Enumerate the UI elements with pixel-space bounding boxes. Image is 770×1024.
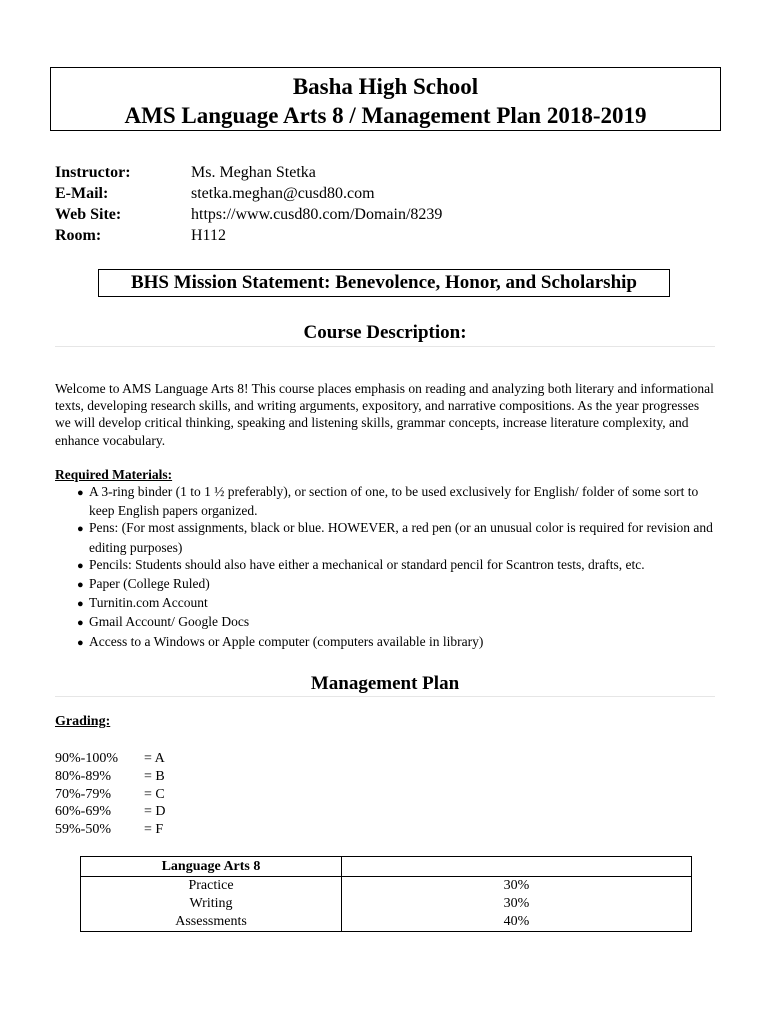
table-cell-category: Writing bbox=[81, 895, 342, 913]
website-value: https://www.cusd80.com/Domain/8239 bbox=[191, 206, 443, 223]
info-label: Web Site: bbox=[55, 206, 122, 223]
grade-range: 90%-100% bbox=[55, 751, 118, 766]
instructor-info bbox=[55, 162, 442, 246]
list-item bbox=[55, 613, 720, 632]
required-materials-list bbox=[55, 483, 720, 652]
info-label: E-Mail: bbox=[55, 185, 109, 202]
required-materials-heading: Required Materials: bbox=[55, 467, 173, 482]
table-cell-weight: 40% bbox=[342, 913, 692, 932]
info-label: Instructor: bbox=[55, 164, 131, 181]
grade-letter: = A bbox=[144, 751, 165, 766]
grade-range: 59%-50% bbox=[55, 822, 111, 838]
table-row bbox=[81, 877, 692, 896]
grade-letter: = C bbox=[144, 786, 165, 802]
bullet-icon: ● bbox=[77, 636, 84, 649]
table-header-cell bbox=[342, 857, 692, 877]
grade-letter: = D bbox=[144, 804, 166, 820]
table-cell-category: Assessments bbox=[81, 913, 342, 932]
grade-row bbox=[55, 786, 166, 804]
grade-weights-table bbox=[80, 856, 692, 932]
list-item-text: Paper (College Ruled) bbox=[89, 576, 210, 592]
section-divider bbox=[55, 696, 715, 697]
school-name: Basha High School bbox=[292, 74, 479, 99]
info-value: Ms. Meghan Stetka bbox=[191, 164, 316, 181]
info-row-room bbox=[55, 225, 442, 246]
info-row-website bbox=[55, 204, 442, 225]
table-row bbox=[81, 895, 692, 913]
mission-statement: BHS Mission Statement: Benevolence, Honor, and Scholarship bbox=[98, 269, 670, 297]
table-cell-weight: 30% bbox=[342, 895, 692, 913]
course-title: AMS Language Arts 8 / Management Plan 2018-2019 bbox=[124, 103, 647, 128]
grade-letter: = B bbox=[144, 768, 165, 784]
grade-row bbox=[55, 750, 166, 768]
bullet-icon: ● bbox=[77, 617, 84, 630]
section-divider bbox=[55, 346, 715, 347]
info-value: H112 bbox=[191, 227, 226, 244]
list-item-text: A 3-ring binder (1 to 1 ½ preferably), or section of one, to be used exclusively for English/ folder of some sort to keep English papers organized. bbox=[89, 484, 699, 519]
table-row bbox=[81, 913, 692, 932]
list-item-text: Pens: (For most assignments, black or blue. HOWEVER, a red pen (or an unusual color is required for revision and editing purposes) bbox=[89, 520, 713, 555]
list-item-text: Gmail Account/ Google Docs bbox=[89, 614, 250, 630]
grade-range: 60%-69% bbox=[55, 804, 111, 820]
list-item bbox=[55, 594, 720, 613]
bullet-icon: ● bbox=[77, 598, 84, 611]
info-row-email bbox=[55, 183, 442, 204]
table-cell-category: Practice bbox=[81, 877, 342, 896]
list-item bbox=[55, 575, 720, 594]
title-box bbox=[50, 67, 721, 131]
info-row-instructor bbox=[55, 162, 442, 183]
info-label: Room: bbox=[55, 227, 102, 244]
table-header-cell: Language Arts 8 bbox=[81, 857, 342, 877]
grading-heading: Grading: bbox=[55, 714, 111, 729]
bullet-icon: ● bbox=[77, 487, 84, 499]
bullet-icon: ● bbox=[77, 523, 84, 536]
grade-row bbox=[55, 821, 166, 839]
grade-row bbox=[55, 803, 166, 821]
list-item bbox=[55, 633, 720, 652]
table-cell-weight: 30% bbox=[342, 877, 692, 896]
list-item-text: Turnitin.com Account bbox=[89, 595, 208, 611]
bullet-icon: ● bbox=[77, 559, 84, 572]
bullet-icon: ● bbox=[77, 579, 84, 592]
course-description-heading: Course Description: bbox=[303, 322, 467, 343]
table-header-row bbox=[81, 857, 692, 877]
grade-scale bbox=[55, 750, 166, 839]
grade-range: 70%-79% bbox=[55, 786, 111, 802]
email-value: stetka.meghan@cusd80.com bbox=[191, 185, 375, 202]
list-item bbox=[55, 483, 720, 519]
grade-row bbox=[55, 768, 166, 786]
list-item-text: Pencils: Students should also have either a mechanical or standard pencil for Scantron tests, drafts, etc. bbox=[89, 556, 645, 572]
grade-range: 80%-89% bbox=[55, 768, 111, 784]
grade-letter: = F bbox=[144, 822, 164, 838]
list-item-text: Access to a Windows or Apple computer (computers available in library) bbox=[89, 633, 484, 649]
list-item bbox=[55, 556, 720, 575]
list-item bbox=[55, 519, 720, 555]
course-description-text: Welcome to AMS Language Arts 8! This course places emphasis on reading and analyzing both literary and informational texts, developing research skills, and writing arguments, expository, and narrative compositions. As the year progresses we will develop critical thinking, speaking and listening skills, grammar concepts, increase literature complexity, and enhance vocabulary. bbox=[55, 381, 714, 448]
management-plan-heading: Management Plan bbox=[310, 673, 460, 694]
